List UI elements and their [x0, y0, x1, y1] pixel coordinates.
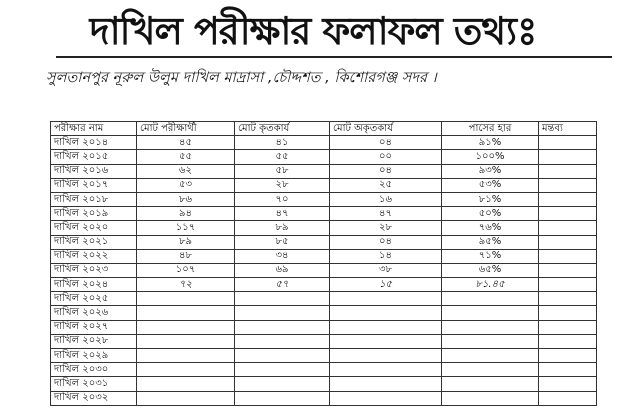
pass-rate-cell — [442, 334, 539, 348]
table-row — [51, 150, 597, 164]
remark-cell — [539, 136, 597, 150]
header-pass-rate: পাসের হার — [442, 122, 539, 136]
remark-cell — [539, 377, 597, 391]
remark-cell — [539, 278, 597, 292]
total-failed-cell — [330, 306, 442, 320]
total-passed-cell — [235, 320, 330, 334]
pass-rate-cell: ৯৩% — [442, 164, 539, 178]
pass-rate-cell: ৭১% — [442, 249, 539, 263]
exam-name-cell: দাখিল ২০২৬ — [51, 306, 137, 320]
table-row — [51, 263, 597, 277]
total-failed-cell: ১৪ — [330, 249, 442, 263]
pass-rate-cell: ৯১% — [442, 136, 539, 150]
total-failed-cell — [330, 334, 442, 348]
total-failed-cell: ০৪ — [330, 164, 442, 178]
pass-rate-cell: ৫০% — [442, 207, 539, 221]
page-title: দাখিল পরীক্ষার ফলাফল তথ্যঃ — [89, 9, 537, 53]
total-examinees-cell: ৭২ — [137, 278, 235, 292]
pass-rate-cell: ৮১% — [442, 192, 539, 206]
remark-cell — [539, 334, 597, 348]
total-examinees-cell — [137, 377, 235, 391]
total-examinees-cell: ৪৮ — [137, 249, 235, 263]
pass-rate-cell: ৫৩% — [442, 178, 539, 192]
total-examinees-cell: ৪৫ — [137, 136, 235, 150]
table-row — [51, 235, 597, 249]
pass-rate-cell — [442, 292, 539, 306]
total-passed-cell: ২৮ — [235, 178, 330, 192]
total-examinees-cell — [137, 292, 235, 306]
table-row — [51, 377, 597, 391]
table-row — [51, 249, 597, 263]
remark-cell — [539, 391, 597, 405]
total-examinees-cell: ৮৯ — [137, 235, 235, 249]
total-examinees-cell — [137, 363, 235, 377]
institution-subtitle: সুলতানপুর নূরুল উলুম দাখিল মাদ্রাসা ,চৌদ্দশত , কিশোরগঞ্জ সদর । — [46, 70, 437, 86]
table-row — [51, 278, 597, 292]
exam-name-cell: দাখিল ২০২৭ — [51, 320, 137, 334]
pass-rate-cell: ৭৬% — [442, 221, 539, 235]
exam-name-cell: দাখিল ২০২৯ — [51, 349, 137, 363]
total-passed-cell: ৫৭ — [235, 278, 330, 292]
exam-name-cell: দাখিল ২০২৩ — [51, 263, 137, 277]
total-passed-cell — [235, 292, 330, 306]
header-exam-name: পরীক্ষার নাম — [51, 122, 137, 136]
total-passed-cell — [235, 377, 330, 391]
remark-cell — [539, 192, 597, 206]
total-failed-cell: ৩৮ — [330, 263, 442, 277]
exam-name-cell: দাখিল ২০২৮ — [51, 334, 137, 348]
table-row — [51, 192, 597, 206]
total-failed-cell: ২৮ — [330, 221, 442, 235]
results-table-body — [51, 136, 597, 406]
remark-cell — [539, 164, 597, 178]
remark-cell — [539, 221, 597, 235]
total-examinees-cell — [137, 306, 235, 320]
total-passed-cell — [235, 306, 330, 320]
header-total-passed: মোট কৃতকার্য — [235, 122, 330, 136]
remark-cell — [539, 235, 597, 249]
total-failed-cell: ২৫ — [330, 178, 442, 192]
total-examinees-cell — [137, 334, 235, 348]
total-failed-cell: ০০ — [330, 150, 442, 164]
title-underline — [56, 56, 612, 58]
pass-rate-cell — [442, 377, 539, 391]
table-row — [51, 349, 597, 363]
exam-name-cell: দাখিল ২০১৪ — [51, 136, 137, 150]
total-failed-cell — [330, 377, 442, 391]
total-examinees-cell — [137, 320, 235, 334]
total-passed-cell: ৩৪ — [235, 249, 330, 263]
total-examinees-cell: ৮৬ — [137, 192, 235, 206]
total-failed-cell — [330, 349, 442, 363]
total-passed-cell: ৫৮ — [235, 164, 330, 178]
exam-name-cell: দাখিল ২০১৯ — [51, 207, 137, 221]
total-passed-cell — [235, 334, 330, 348]
exam-name-cell: দাখিল ২০১৫ — [51, 150, 137, 164]
total-passed-cell: ৮৫ — [235, 235, 330, 249]
exam-name-cell: দাখিল ২০২১ — [51, 235, 137, 249]
total-passed-cell — [235, 349, 330, 363]
pass-rate-cell: ৯৫% — [442, 235, 539, 249]
exam-name-cell: দাখিল ২০২৪ — [51, 278, 137, 292]
table-row — [51, 178, 597, 192]
total-passed-cell: ৫৫ — [235, 150, 330, 164]
pass-rate-cell — [442, 306, 539, 320]
total-passed-cell: ৮৯ — [235, 221, 330, 235]
table-row — [51, 136, 597, 150]
total-failed-cell: ৪৭ — [330, 207, 442, 221]
total-passed-cell: ৪১ — [235, 136, 330, 150]
pass-rate-cell — [442, 363, 539, 377]
remark-cell — [539, 320, 597, 334]
exam-name-cell: দাখিল ২০২০ — [51, 221, 137, 235]
exam-name-cell: দাখিল ২০১৭ — [51, 178, 137, 192]
remark-cell — [539, 349, 597, 363]
pass-rate-cell: ৮১.৪৫ — [442, 278, 539, 292]
results-table — [50, 121, 597, 406]
total-failed-cell: ১৫ — [330, 278, 442, 292]
exam-name-cell: দাখিল ২০২৫ — [51, 292, 137, 306]
total-passed-cell — [235, 391, 330, 405]
header-total-examinees: মোট পরীক্ষার্থী — [137, 122, 235, 136]
remark-cell — [539, 292, 597, 306]
total-failed-cell — [330, 320, 442, 334]
header-total-failed: মোট অকৃতকার্য — [330, 122, 442, 136]
total-passed-cell: ৬৯ — [235, 263, 330, 277]
exam-name-cell: দাখিল ২০৩০ — [51, 363, 137, 377]
exam-name-cell: দাখিল ২০৩২ — [51, 391, 137, 405]
pass-rate-cell — [442, 391, 539, 405]
pass-rate-cell: ১০০% — [442, 150, 539, 164]
remark-cell — [539, 150, 597, 164]
total-examinees-cell — [137, 349, 235, 363]
total-failed-cell — [330, 391, 442, 405]
remark-cell — [539, 363, 597, 377]
table-row — [51, 334, 597, 348]
pass-rate-cell — [442, 320, 539, 334]
total-examinees-cell: ১০৭ — [137, 263, 235, 277]
total-failed-cell — [330, 292, 442, 306]
pass-rate-cell — [442, 349, 539, 363]
exam-name-cell: দাখিল ২০৩১ — [51, 377, 137, 391]
total-examinees-cell: ৫৩ — [137, 178, 235, 192]
table-row — [51, 164, 597, 178]
total-failed-cell: ০৪ — [330, 136, 442, 150]
table-row — [51, 320, 597, 334]
total-examinees-cell — [137, 391, 235, 405]
exam-name-cell: দাখিল ২০১৮ — [51, 192, 137, 206]
table-row — [51, 292, 597, 306]
table-row — [51, 306, 597, 320]
total-passed-cell: ৪৭ — [235, 207, 330, 221]
remark-cell — [539, 178, 597, 192]
total-examinees-cell: ৯৪ — [137, 207, 235, 221]
exam-name-cell: দাখিল ২০১৬ — [51, 164, 137, 178]
remark-cell — [539, 249, 597, 263]
total-failed-cell: ১৬ — [330, 192, 442, 206]
header-remarks: মন্তব্য — [539, 122, 597, 136]
pass-rate-cell: ৬৫% — [442, 263, 539, 277]
table-header-row — [51, 122, 597, 136]
total-failed-cell: ০৪ — [330, 235, 442, 249]
remark-cell — [539, 207, 597, 221]
remark-cell — [539, 263, 597, 277]
total-examinees-cell: ৬২ — [137, 164, 235, 178]
remark-cell — [539, 306, 597, 320]
table-row — [51, 391, 597, 405]
table-row — [51, 363, 597, 377]
total-examinees-cell: ১১৭ — [137, 221, 235, 235]
exam-name-cell: দাখিল ২০২২ — [51, 249, 137, 263]
total-examinees-cell: ৫৫ — [137, 150, 235, 164]
total-passed-cell: ৭০ — [235, 192, 330, 206]
total-failed-cell — [330, 363, 442, 377]
table-row — [51, 221, 597, 235]
table-row — [51, 207, 597, 221]
total-passed-cell — [235, 363, 330, 377]
